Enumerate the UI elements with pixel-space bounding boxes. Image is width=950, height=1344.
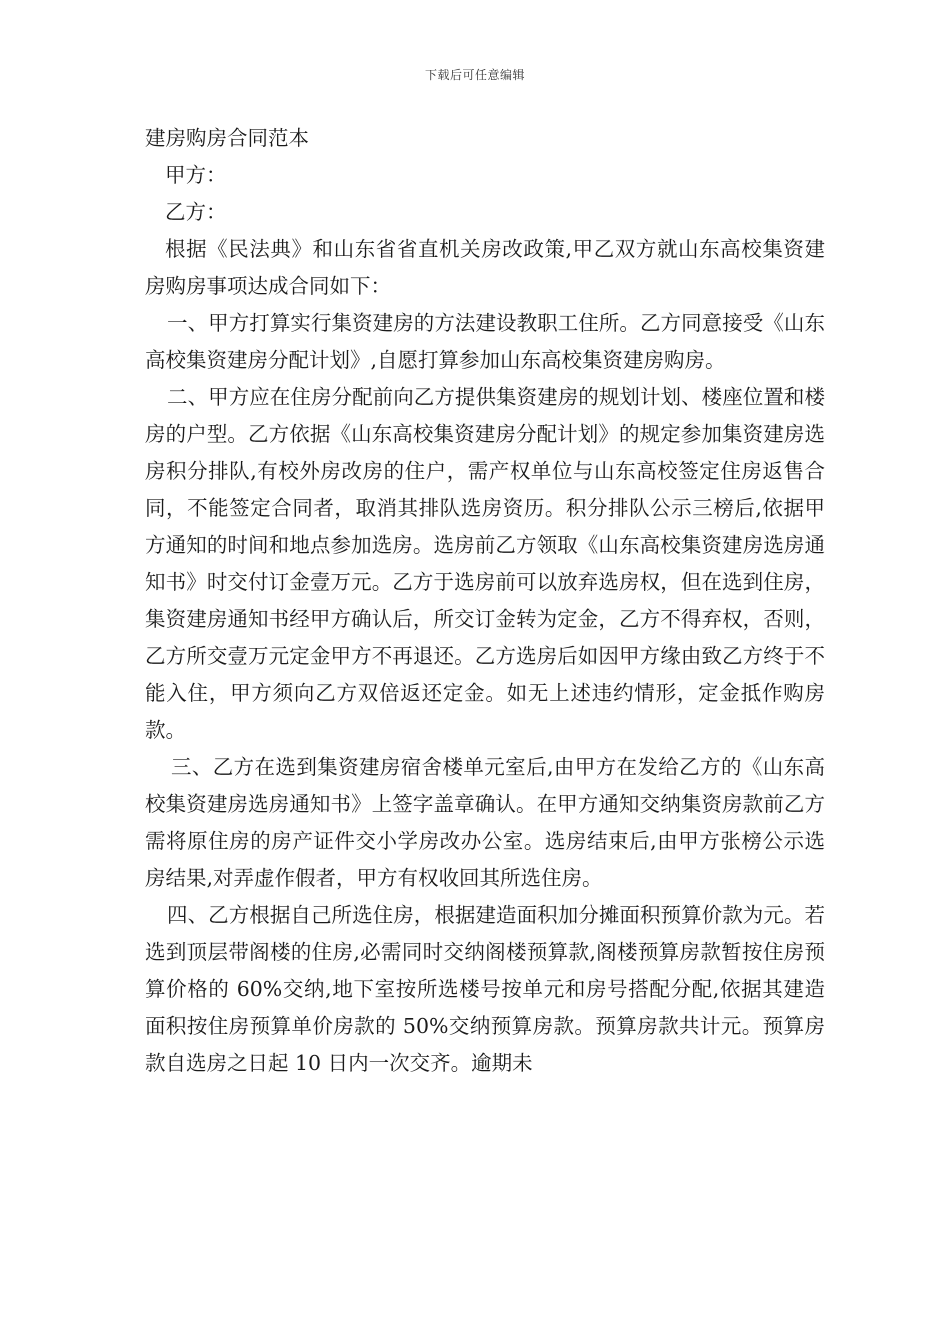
clause-4-paragraph: 四、乙方根据自己所选住房，根据建造面积加分摊面积预算价款为元。若选到顶层带阁楼的住房,必需同时交纳阁楼预算款,阁楼预算房款暂按住房预算价格的 60%交纳,地下室按所选楼号按单元和房号搭配分配,依据其建造面积按住房预算单价房款的 50%交纳预算房款。预算房款共计元。预算房款自选房之日起 10 日内一次交齐。逾期未 [145,903,825,1075]
document-title: 建房购房合同范本 [145,126,309,150]
clause-2-paragraph: 二、甲方应在住房分配前向乙方提供集资建房的规划计划、楼座位置和楼房的户型。乙方依据《山东高校集资建房分配计划》的规定参加集资建房选房积分排队,有校外房改房的住户，需产权单位与山东高校签定住房返售合同，不能签定合同者，取消其排队选房资历。积分排队公示三榜后,依据甲方通知的时间和地点参加选房。选房前乙方领取《山东高校集资建房选房通知书》时交付订金壹万元。乙方于选房前可以放弃选房权，但在选到住房，集资建房通知书经甲方确认后，所交订金转为定金，乙方不得弃权，否则，乙方所交壹万元定金甲方不再退还。乙方选房后如因甲方缘由致乙方终于不能入住，甲方须向乙方双倍返还定金。如无上述违约情形，定金抵作购房款。 [145,385,825,742]
page-header-note: 下载后可任意编辑 [424,68,525,82]
party-b-line: 乙方： [165,200,227,224]
preamble-paragraph: 根据《民法典》和山东省省直机关房改政策,甲乙双方就山东高校集资建房购房事项达成合同如下： [145,237,825,298]
clause-3-paragraph: 三、乙方在选到集资建房宿舍楼单元室后,由甲方在发给乙方的《山东高校集资建房选房通知书》上签字盖章确认。在甲方通知交纳集资房款前乙方需将原住房的房产证件交小学房改办公室。选房结束后,由甲方张榜公示选房结果,对弄虚作假者，甲方有权收回其所选住房。 [145,755,825,890]
document-body [145,120,825,1082]
party-a-line: 甲方： [165,163,227,187]
clause-1-paragraph: 一、甲方打算实行集资建房的方法建设教职工住所。乙方同意接受《山东高校集资建房分配计划》,自愿打算参加山东高校集资建房购房。 [145,311,825,372]
